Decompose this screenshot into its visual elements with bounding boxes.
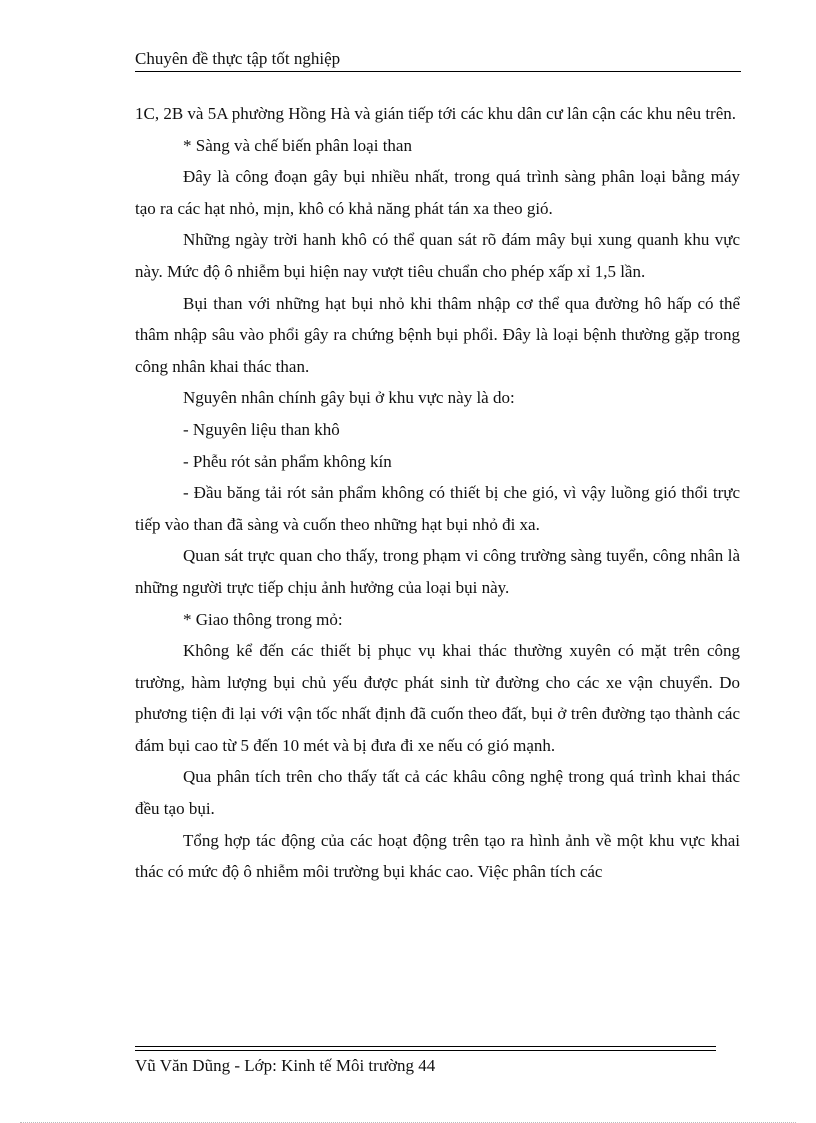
paragraph: - Phễu rót sản phẩm không kín	[183, 451, 392, 471]
paragraph: Qua phân tích trên cho thấy tất cả các khâu công nghệ trong quá trình khai thác đều tạo bụi.	[135, 767, 740, 819]
paragraph: Đây là công đoạn gây bụi nhiều nhất, trong quá trình sàng phân loại bằng máy tạo ra các hạt nhỏ, mịn, khô có khả năng phát tán xa theo gió.	[135, 167, 740, 218]
paragraph: 1C, 2B và 5A phường Hồng Hà và gián tiếp tới các khu dân cư lân cận các khu nêu trên.	[135, 104, 737, 123]
paragraph: Quan sát trực quan cho thấy, trong phạm vi công trường sàng tuyển, công nhân là những người trực tiếp chịu ảnh hưởng của loại bụi này.	[135, 546, 740, 597]
paragraph: Không kể đến các thiết bị phục vụ khai thác thường xuyên có mặt trên công trường, hàm lượng bụi chủ yếu được phát sinh từ đường cho các xe vận chuyển. Do phương tiện đi lại với vận tốc nhất định đã cuốn theo đất, bụi ở trên đường tạo thành các đám bụi cao từ 5 đến 10 mét và bị đưa đi xe nếu có gió mạnh.	[135, 641, 740, 755]
paragraph: Nguyên nhân chính gây bụi ở khu vực này là do:	[183, 388, 515, 408]
paragraph: - Đầu băng tải rót sản phẩm không có thiết bị che gió, vì vậy luồng gió thổi trực tiếp vào than đã sàng và cuốn theo những hạt bụi nhỏ đi xa.	[135, 483, 740, 534]
paragraph: Bụi than với những hạt bụi nhỏ khi thâm nhập cơ thể qua đường hô hấp có thể thâm nhập sâu vào phổi gây ra chứng bệnh bụi phổi. Đây là loại bệnh thường gặp trong công nhân khai thác than.	[135, 293, 740, 376]
paragraph: Những ngày trời hanh khô có thể quan sát rõ đám mây bụi xung quanh khu vực này. Mức độ ô nhiễm bụi hiện nay vượt tiêu chuẩn cho phép xấp xỉ 1,5 lần.	[135, 230, 740, 281]
header-rule	[135, 71, 741, 72]
footer-rule	[135, 1046, 716, 1051]
running-header: Chuyên đề thực tập tốt nghiệp	[135, 49, 341, 68]
paragraph: - Nguyên liệu than khô	[183, 419, 340, 439]
paragraph: * Giao thông trong mỏ:	[183, 609, 343, 629]
document-body	[135, 98, 740, 888]
running-footer: Vũ Văn Dũng - Lớp: Kinh tế Môi trường 44	[135, 1056, 436, 1075]
paragraph: * Sàng và chế biến phân loại than	[183, 135, 412, 155]
paragraph: Tổng hợp tác động của các hoạt động trên tạo ra hình ảnh về một khu vực khai thác có mức độ ô nhiễm môi trường bụi khác cao. Việc phân tích các	[135, 830, 740, 882]
